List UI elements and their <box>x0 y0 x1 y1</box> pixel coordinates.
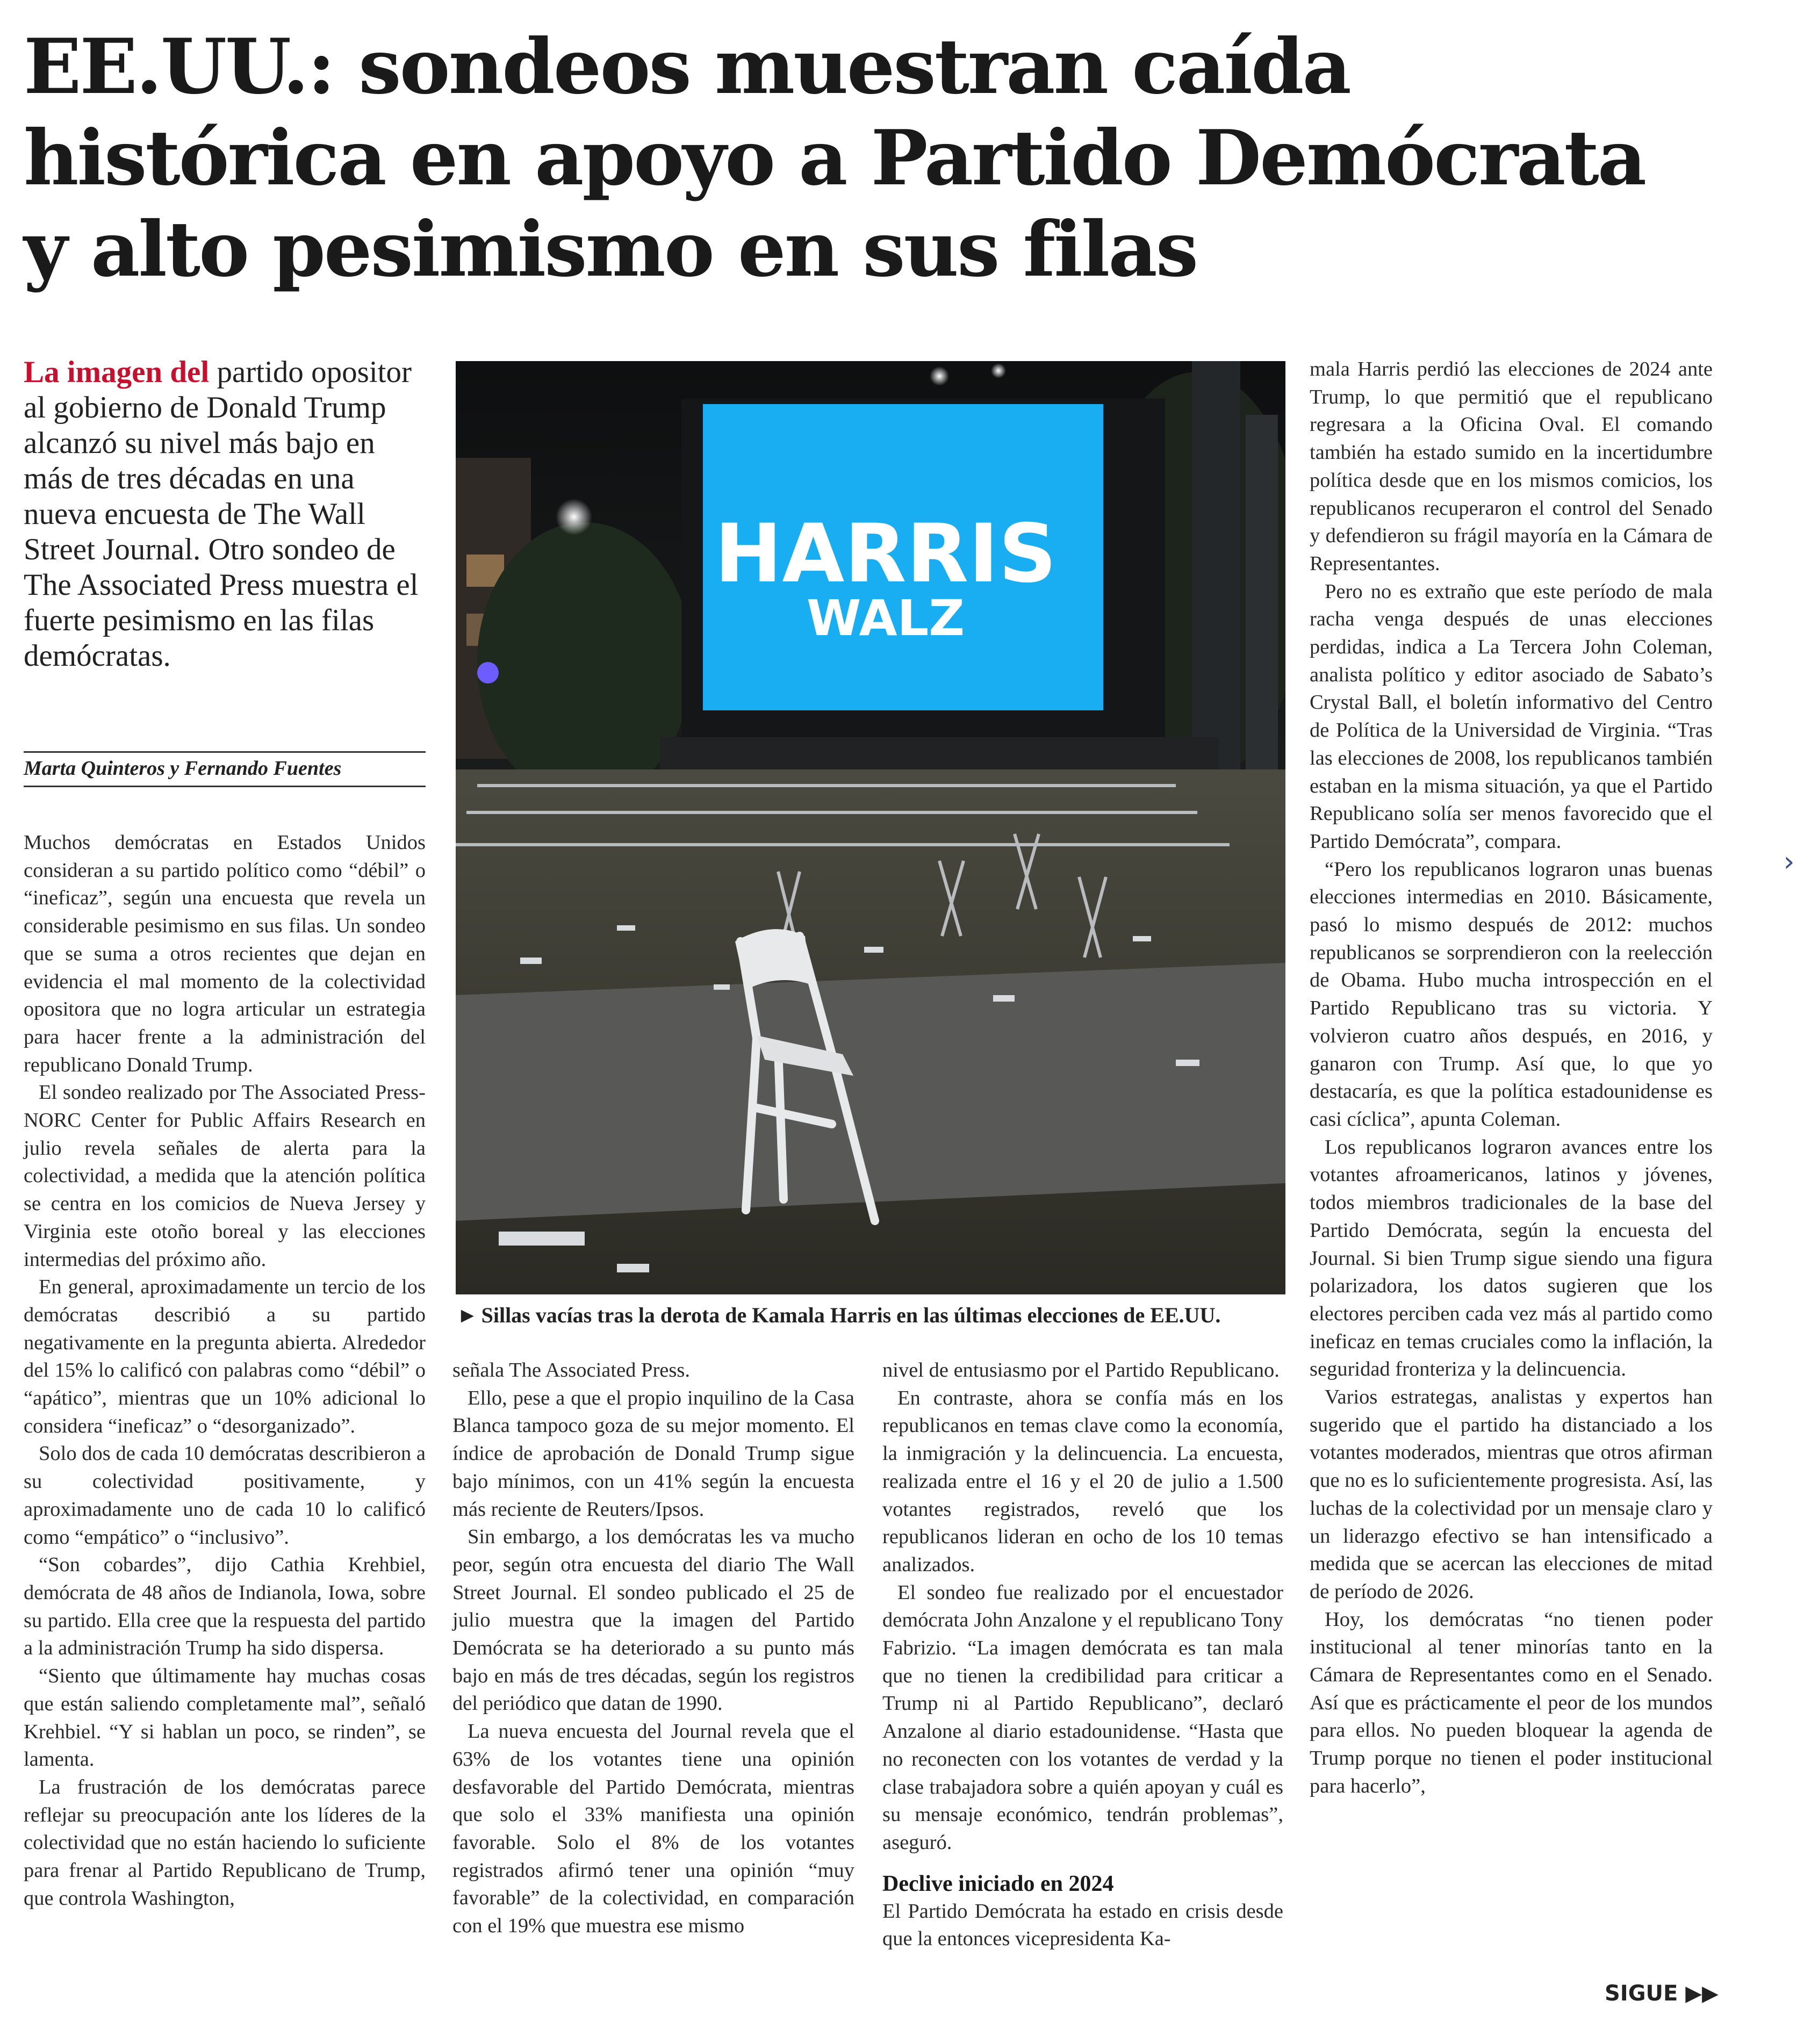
headline-line: EE.UU.: sondeos muestran caída <box>24 23 1350 111</box>
body-paragraph: La nueva encuesta del Journal revela que el 63% de los votantes tiene una opinión desfavorable del Partido Demócrata, mientras que solo el 33% manifiesta una opinión favorable. Solo el 8% de los votantes registrados afirmó tener una opinión “muy favorable” de la colectividad, en comparación con el 19% que muestra ese mismo <box>452 1720 854 1938</box>
continue-label: SIGUE ▶▶ <box>1605 1981 1719 2006</box>
body-column-2 <box>452 1357 854 1940</box>
headline-line: histórica en apoyo a Partido Demócrata <box>24 114 1645 203</box>
body-paragraph: Solo dos de cada 10 demócratas describieron a su colectividad positivamente, y aproximadamente uno de cada 10 lo calificó como “empático” o “inclusivo”. <box>24 1442 426 1549</box>
lead-paragraph <box>24 355 427 674</box>
lead-text: partido opositor al gobierno de Donald Trump alcanzó su nivel más bajo en más de tres décadas en una nueva encuesta de The Wall Street Journal. Otro sondeo de The Associated Press muestra el fuerte pesimismo en las filas demócratas. <box>24 355 419 673</box>
headline <box>24 21 1645 296</box>
body-paragraph: Hoy, los demócratas “no tienen poder institucional al tener minorías tanto en la Cámara de Representantes como en el Senado. Así que es prácticamente el peor de los mundos para ellos. No pueden bloquear la agenda de Trump porque no tienen el poder institucional para hacerlo”, <box>1310 1608 1713 1797</box>
body-paragraph: “Siento que últimamente hay muchas cosas que están saliendo completamente mal”, señaló Krehbiel. “Y si hablan un poco, se rinden”, se lamenta. <box>24 1665 426 1771</box>
body-paragraph: “Son cobardes”, dijo Cathia Krehbiel, demócrata de 48 años de Indianola, Iowa, sobre su partido. Ella cree que la respuesta del partido a la administración Trump ha sido dispersa. <box>24 1553 426 1660</box>
body-paragraph: La frustración de los demócratas parece reflejar su preocupación ante los líderes de la colectividad que no están haciendo lo suficiente para frenar al Partido Republicano de Trump, que controla Washington, <box>24 1775 426 1910</box>
body-paragraph: señala The Associated Press. <box>452 1359 690 1381</box>
body-paragraph: En contraste, ahora se confía más en los republicanos en temas clave como la economía, la inmigración y la delincuencia. La encuesta, realizada entre el 16 y el 20 de julio a 1.500 votantes registrados, reveló que los republicanos lideran en ocho de los 10 temas analizados. <box>882 1386 1283 1576</box>
byline: Marta Quinteros y Fernando Fuentes <box>24 757 342 780</box>
body-paragraph: Muchos demócratas en Estados Unidos consideran a su partido político como “débil” o “ineficaz”, según una encuesta que revela un considerable pesimismo en sus filas. Un sondeo que se suma a otros recientes que dejan en evidencia el mal momento de la colectividad opositora que no logra articular un estrategia para hacer frente a la administración del republicano Donald Trump. <box>24 831 426 1076</box>
caption-text: Sillas vacías tras la derota de Kamala Harris en las últimas elecciones de EE.UU. <box>481 1303 1221 1327</box>
body-paragraph: mala Harris perdió las elecciones de 2024 ante Trump, lo que permitió que el republicano regresara a la Oficina Oval. El comando también ha estado sumido en la incertidumbre política desde que en los mismos comicios, los republicanos recuperaron el control del Senado y defendieron su frágil mayoría en la Cámara de Representantes. <box>1310 358 1713 575</box>
article-photo <box>456 361 1285 1294</box>
body-paragraph: Los republicanos lograron avances entre los votantes afroamericanos, latinos y jóvenes, todos miembros tradicionales de la base del Partido Demócrata, según la encuesta del Journal. Si bien Trump sigue siendo una figura polarizadora, los datos sugieren que los electores perciben cada vez más al partido como ineficaz en temas cruciales como la inflación, la seguridad fronteriza y la delincuencia. <box>1310 1135 1713 1381</box>
body-paragraph: El Partido Demócrata ha estado en crisis desde que la entonces vicepresidenta Ka- <box>882 1899 1283 1951</box>
lead-kicker: La imagen del <box>24 355 210 389</box>
screen-text-walz: WALZ <box>807 589 965 647</box>
body-column-1 <box>24 829 426 1912</box>
body-paragraph: El sondeo fue realizado por el encuestador demócrata John Anzalone y el republicano Tony Fabrizio. “La imagen demócrata es tan mala que no tienen la credibilidad para criticar a Trump ni al Partido Republicano”, declaró Anzalone al diario estadounidense. “Hasta que no reconecten con los votantes de verdad y la clase trabajadora sobre a quién apoyan y cuál es su mensaje económico, tendrán problemas”, aseguró. <box>882 1581 1283 1854</box>
section-subhead: Declive iniciado en 2024 <box>882 1871 1114 1896</box>
body-paragraph: Ello, pese a que el propio inquilino de la Casa Blanca tampoco goza de su mejor momento. El índice de aprobación de Donald Trump sigue bajo mínimos, con un 41% según la encuesta más reciente de Reuters/Ipsos. <box>452 1386 854 1521</box>
byline-top-rule <box>24 751 426 753</box>
photo-caption <box>457 1301 1287 1329</box>
body-paragraph: Sin embargo, a los demócratas les va mucho peor, según otra encuesta del diario The Wall Street Journal. El sondeo publicado el 25 de julio muestra que la imagen del Partido Demócrata se ha deteriorado a su punto más bajo en más de tres décadas, según los registros del periódico que datan de 1990. <box>452 1525 854 1715</box>
headline-line: y alto pesimismo en sus filas <box>24 205 1197 294</box>
caption-marker-icon: ► <box>457 1303 478 1327</box>
chevron-right-icon[interactable]: › <box>1783 846 1795 878</box>
body-column-4 <box>1310 356 1713 1801</box>
body-paragraph: “Pero los republicanos lograron unas buenas elecciones intermedias en 2010. Básicamente, pasó lo mismo después de 2012: muchos republicanos se sorprendieron con la reelección de Obama. Hubo mucha introspección en el Partido Republicano tras su victoria. Y volvieron cuatro años después, en 2016, y ganaron con Trump. Así que, lo que yo destacaría, es que la política estadounidense es casi cíclica”, apunta Coleman. <box>1310 858 1713 1131</box>
body-paragraph: Pero no es extraño que este período de mala racha venga después de unas elecciones perdidas, indica a La Tercera John Coleman, analista político y editor asociado de Sabato’s Crystal Ball, el boletín informativo del Centro de Política de la Universidad de Virginia. “Tras las elecciones de 2008, los republicanos también estaban en la misma situación, ya que el Partido Republicano solía ser menos favorecido que el Partido Demócrata”, compara. <box>1310 580 1713 853</box>
body-paragraph: nivel de entusiasmo por el Partido Republicano. <box>882 1359 1280 1381</box>
body-paragraph: En general, aproximadamente un tercio de los demócratas describió a su partido negativamente en la pregunta abierta. Alrededor del 15% lo calificó con palabras como “débil” o “apático”, mientras que un 10% adicional lo considera “ineficaz” o “desorganizado”. <box>24 1276 426 1437</box>
body-paragraph: El sondeo realizado por The Associated Press-NORC Center for Public Affairs Research en julio revela señales de alerta para la colectividad, a medida que la atención política se centra en los comicios de Nueva Jersey y Virginia este otoño boreal y las elecciones intermedias del próximo año. <box>24 1081 426 1271</box>
body-paragraph: Varios estrategas, analistas y expertos han sugerido que el partido ha distanciado a los votantes moderados, mientras que otros afirman que no es lo suficientemente progresista. Así, las luchas de la colectividad por un mensaje claro y un liderazgo efectivo se han intensificado a medida que se acercan las elecciones de mitad de período de 2026. <box>1310 1386 1713 1603</box>
body-column-3 <box>882 1357 1283 1953</box>
screen-text-harris: HARRIS <box>714 507 1057 601</box>
byline-bottom-rule <box>24 786 426 787</box>
